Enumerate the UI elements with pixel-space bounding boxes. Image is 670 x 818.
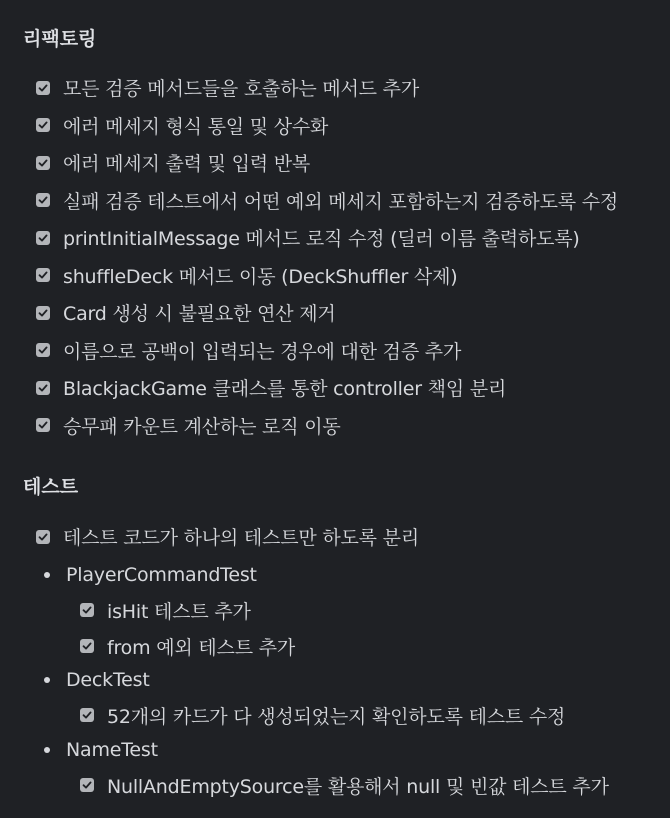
task-label: from 예외 테스트 추가	[107, 636, 296, 659]
task-label: 52개의 카드가 다 생성되었는지 확인하도록 테스트 수정	[107, 705, 566, 728]
bullet-dot-icon	[44, 747, 50, 753]
task-item	[36, 107, 666, 145]
task-checkbox[interactable]	[80, 639, 94, 653]
task-item	[36, 294, 666, 332]
test-group	[44, 733, 609, 803]
task-checkbox[interactable]	[36, 81, 50, 95]
task-checkbox[interactable]	[36, 156, 50, 170]
task-checkbox[interactable]	[36, 118, 50, 132]
checkmark-icon	[38, 345, 48, 355]
test-group-items	[44, 592, 295, 664]
task-item	[36, 369, 666, 407]
checkmark-icon	[82, 605, 92, 615]
task-item	[36, 182, 666, 220]
task-label: 에러 메세지 출력 및 입력 반복	[63, 153, 311, 176]
refactoring-heading: 리팩토링	[23, 28, 97, 50]
tests-heading: 테스트	[23, 476, 79, 498]
task-item	[80, 628, 295, 664]
task-checkbox[interactable]	[36, 418, 50, 432]
task-checkbox[interactable]	[80, 603, 94, 617]
task-item	[80, 697, 565, 733]
checkmark-icon	[38, 120, 48, 130]
task-label: NullAndEmptySource를 활용해서 null 및 빈값 테스트 추가	[107, 775, 609, 798]
test-group-items	[44, 697, 565, 733]
checkmark-icon	[38, 158, 48, 168]
checkmark-icon	[38, 308, 48, 318]
task-checkbox[interactable]	[36, 231, 50, 245]
checkmark-icon	[38, 532, 48, 542]
task-item	[36, 69, 666, 107]
checkmark-icon	[38, 420, 48, 430]
refactoring-task-list	[36, 69, 666, 444]
task-label: 이름으로 공백이 입력되는 경우에 대한 검증 추가	[63, 340, 462, 363]
checkmark-icon	[82, 641, 92, 651]
checkmark-icon	[38, 195, 48, 205]
test-group-items	[44, 767, 609, 803]
task-checkbox[interactable]	[36, 530, 50, 544]
task-item	[80, 767, 609, 803]
task-label: 실패 검증 테스트에서 어떤 예외 메세지 포함하는지 검증하도록 수정	[63, 190, 619, 213]
task-label: shuffleDeck 메서드 이동 (DeckShuffler 삭제)	[63, 265, 458, 288]
task-item	[36, 144, 666, 182]
task-checkbox[interactable]	[80, 708, 94, 722]
test-group-name: DeckTest	[66, 669, 150, 691]
task-item	[36, 257, 666, 295]
task-label: BlackjackGame 클래스를 통한 controller 책임 분리	[63, 378, 507, 401]
task-checkbox[interactable]	[36, 381, 50, 395]
task-checkbox[interactable]	[36, 306, 50, 320]
checkmark-icon	[38, 383, 48, 393]
checkmark-icon	[38, 270, 48, 280]
task-checkbox[interactable]	[36, 193, 50, 207]
checkmark-icon	[38, 83, 48, 93]
bullet-dot-icon	[44, 572, 50, 578]
task-label: isHit 테스트 추가	[107, 600, 251, 623]
test-group-name: NameTest	[66, 739, 158, 761]
test-group-header	[44, 558, 295, 592]
test-group-name: PlayerCommandTest	[66, 564, 257, 586]
task-item	[36, 219, 666, 257]
task-item	[80, 592, 295, 628]
task-item	[36, 332, 666, 370]
task-label: Card 생성 시 불필요한 연산 제거	[63, 303, 336, 326]
task-checkbox[interactable]	[36, 268, 50, 282]
task-label: printInitialMessage 메서드 로직 수정 (딜러 이름 출력하도록)	[63, 228, 580, 251]
test-group-header	[44, 733, 609, 767]
test-group	[44, 663, 565, 733]
checkmark-icon	[82, 710, 92, 720]
task-label: 테스트 코드가 하나의 테스트만 하도록 분리	[63, 527, 419, 550]
checkmark-icon	[38, 233, 48, 243]
tests-task-list	[36, 518, 666, 556]
bullet-dot-icon	[44, 677, 50, 683]
task-label: 모든 검증 메서드들을 호출하는 메서드 추가	[63, 78, 419, 101]
task-item	[36, 518, 666, 556]
task-label: 승무패 카운트 계산하는 로직 이동	[63, 415, 341, 438]
task-item	[36, 407, 666, 445]
test-group-header	[44, 663, 565, 697]
test-group	[44, 558, 295, 664]
checkmark-icon	[82, 780, 92, 790]
task-checkbox[interactable]	[36, 343, 50, 357]
task-checkbox[interactable]	[80, 778, 94, 792]
task-label: 에러 메세지 형식 통일 및 상수화	[63, 115, 329, 138]
